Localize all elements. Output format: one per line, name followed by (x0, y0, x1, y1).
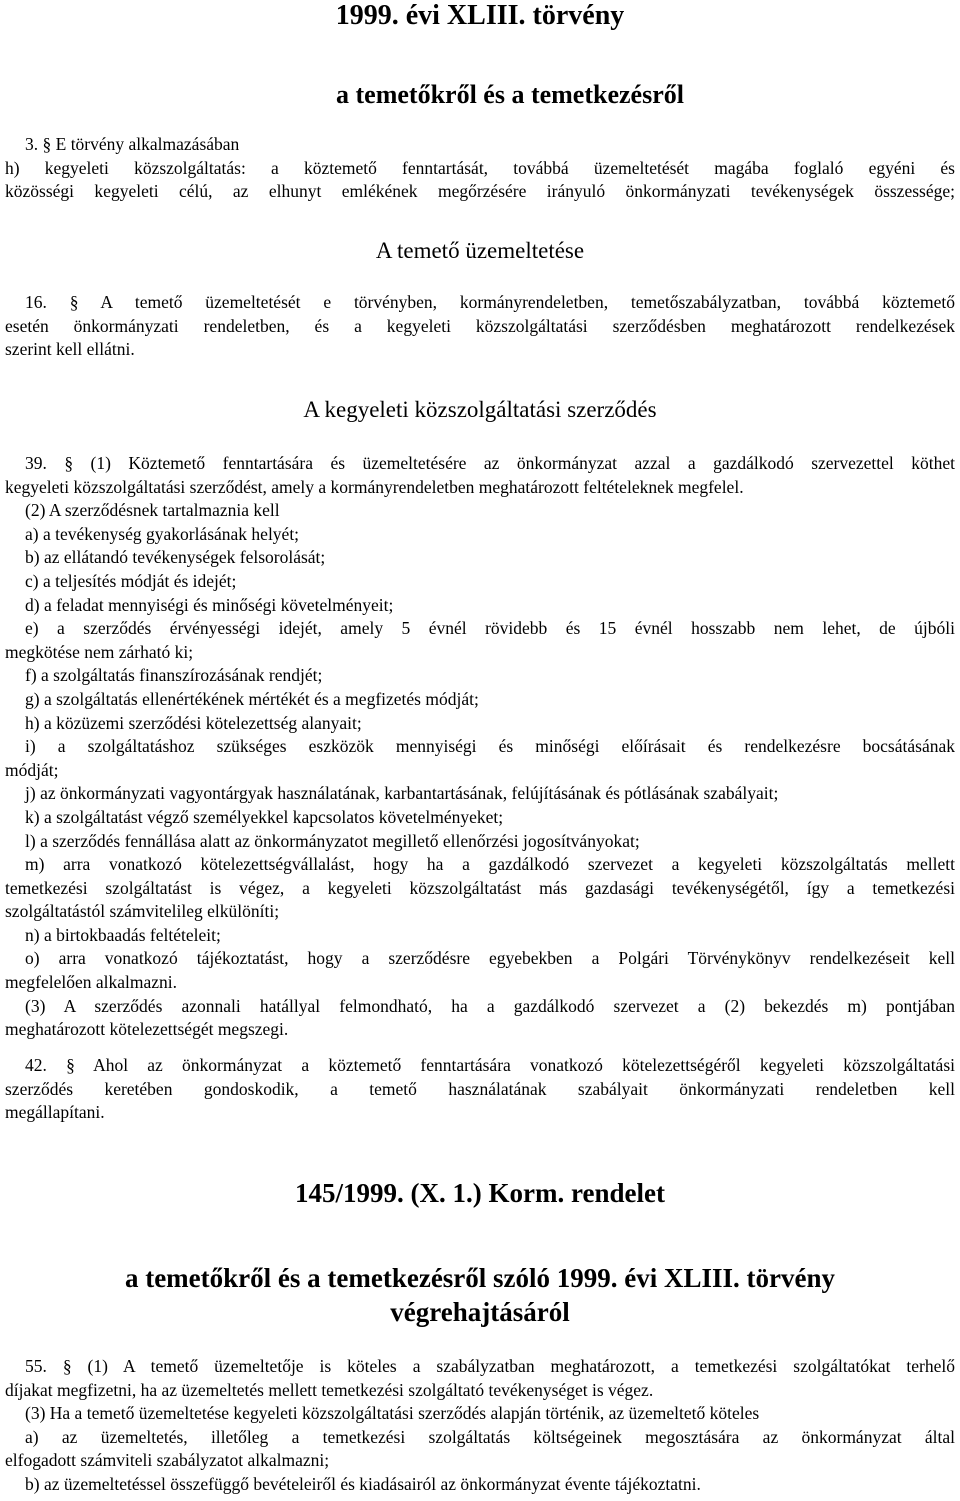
section-55-line: díjakat megfizetni, ha az üzemeltetés mellett temetkezési szolgáltató tevékenységet is végez. (5, 1379, 654, 1400)
section-39-line: b) az ellátandó tevékenységek felsorolását; (25, 547, 326, 568)
law-subtitle: a temetőkről és a temetkezésről (336, 80, 684, 109)
section-42-line: megállapítani. (5, 1102, 105, 1123)
section-3-line: 3. § E törvény alkalmazásában (25, 134, 240, 154)
section-39-line: k) a szolgáltatást végző személyekkel kapcsolatos követelményeket; (25, 806, 504, 827)
section-39-line: c) a teljesítés módját és idejét; (25, 570, 237, 591)
section-16-line: esetén önkormányzati rendeletben, és a kegyeleti közszolgáltatási szerződésben meghatározott rendelkezések (5, 315, 955, 336)
decree-title: 145/1999. (X. 1.) Korm. rendelet (295, 1178, 665, 1208)
section-39-line: g) a szolgáltatás ellenértékének mértékét és a megfizetés módját; (25, 688, 479, 709)
decree-subtitle-line-1: a temetőkről és a temetkezésről szóló 1999. évi XLIII. törvény (124, 1263, 836, 1293)
section-39-line: e) a szerződés érvényességi idejét, amely 5 évnél rövidebb és 15 évnél hosszabb nem lehet, de újbóli (25, 618, 955, 639)
section-16 (5, 291, 955, 362)
section-42 (5, 1054, 955, 1125)
section-39-line: módját; (5, 759, 59, 780)
section-3-line: h) kegyeleti közszolgáltatás: a köztemető fenntartását, továbbá üzemeltetését magába foglaló egyéni és (5, 157, 955, 178)
section-39-line: h) a közüzemi szerződési kötelezettség alanyait; (25, 712, 362, 733)
section-39-line: 39. § (1) Köztemető fenntartására és üzemeltetésére az önkormányzat azzal a gazdálkodó szervezettel köthet (25, 453, 955, 473)
section-55-line: b) az üzemeltetéssel összefüggő bevételeiről és kiadásairól az önkormányzat évente tájékoztatni. (25, 1473, 701, 1494)
section-39-line: kegyeleti közszolgáltatási szerződést, amely a kormányrendeletben meghatározott feltételeknek megfelel. (5, 476, 744, 497)
section-39-line: (3) A szerződés azonnali hatállyal felmondható, ha a gazdálkodó szervezet a (2) bekezdés m) pontjában (25, 995, 955, 1016)
section-39-line: d) a feladat mennyiségi és minőségi követelményeit; (25, 594, 394, 615)
section-39-line: o) arra vonatkozó tájékoztatást, hogy a szerződésre egyebekben a Polgári Törvénykönyv rendelkezéseit kell (25, 948, 955, 969)
section-39-line: l) a szerződés fennállása alatt az önkormányzatot megillető ellenőrzési jogosítványokat; (25, 830, 640, 851)
section-39-line: (2) A szerződésnek tartalmaznia kell (25, 500, 280, 521)
section-55 (5, 1355, 955, 1497)
section-16-line: szerint kell ellátni. (5, 339, 135, 360)
section-55-line: a) az üzemeltetés, illetőleg a temetkezési szolgáltatás költségeinek megosztására az önkormányzat által (25, 1426, 955, 1447)
section-3-line: közösségi kegyeleti célú, az elhunyt emlékének megőrzésére irányuló önkormányzati tevékenységek összessége; (5, 181, 955, 202)
section-55-line: (3) Ha a temető üzemeltetése kegyeleti közszolgáltatási szerződés alapján történik, az üzemeltető köteles (25, 1403, 760, 1424)
section-42-line: 42. § Ahol az önkormányzat a köztemető fenntartására vonatkozó kötelezettségéről kegyeleti közszolgáltatási (25, 1055, 955, 1075)
section-39-line: m) arra vonatkozó kötelezettségvállalást, hogy ha a gazdálkodó szervezet a kegyeleti közszolgáltatás mellett (25, 854, 955, 875)
heading-public-service-contract: A kegyeleti közszolgáltatási szerződés (303, 397, 657, 422)
section-39 (5, 452, 955, 1042)
section-39-line: megfelelően alkalmazni. (5, 972, 178, 993)
section-39-line: meghatározott kötelezettségét megszegi. (5, 1019, 289, 1040)
section-42-line: szerződés keretében gondoskodik, a temető használatának szabályait önkormányzati rendeletben kell (5, 1078, 955, 1099)
section-39-line: i) a szolgáltatáshoz szükséges eszközök mennyiségi és minőségi előírásait és rendelkezésre bocsátásának (25, 736, 955, 757)
section-39-line: n) a birtokbaadás feltételeit; (25, 924, 221, 945)
section-39-line: szolgáltatástól számvitelileg elkülöníti; (5, 901, 280, 922)
section-55-line: 55. § (1) A temető üzemeltetője is köteles a szabályzatban meghatározott, a temetkezési szolgáltatókat terhelő (25, 1356, 955, 1376)
section-3 (5, 133, 955, 204)
section-39-line: temetkezési szolgáltatást is végez, a kegyeleti közszolgáltatást más gazdasági tevékenységétől, így a temetkezési (5, 877, 955, 898)
section-16-line: 16. § A temető üzemeltetését e törvényben, kormányrendeletben, temetőszabályzatban, továbbá köztemető (25, 292, 955, 312)
section-55-line: elfogadott számviteli szabályzatot alkalmazni; (5, 1450, 330, 1471)
section-39-line: megkötése nem zárható ki; (5, 641, 194, 662)
decree-subtitle-line-2: végrehajtásáról (390, 1297, 570, 1327)
section-39-line: a) a tevékenység gyakorlásának helyét; (25, 523, 300, 544)
heading-cemetery-operation: A temető üzemeltetése (375, 238, 585, 263)
section-39-line: f) a szolgáltatás finanszírozásának rendjét; (25, 665, 323, 686)
section-39-line: j) az önkormányzati vagyontárgyak használatának, karbantartásának, felújításának és pótlásának szabályait; (25, 783, 779, 804)
law-title: 1999. évi XLIII. törvény (335, 0, 625, 31)
